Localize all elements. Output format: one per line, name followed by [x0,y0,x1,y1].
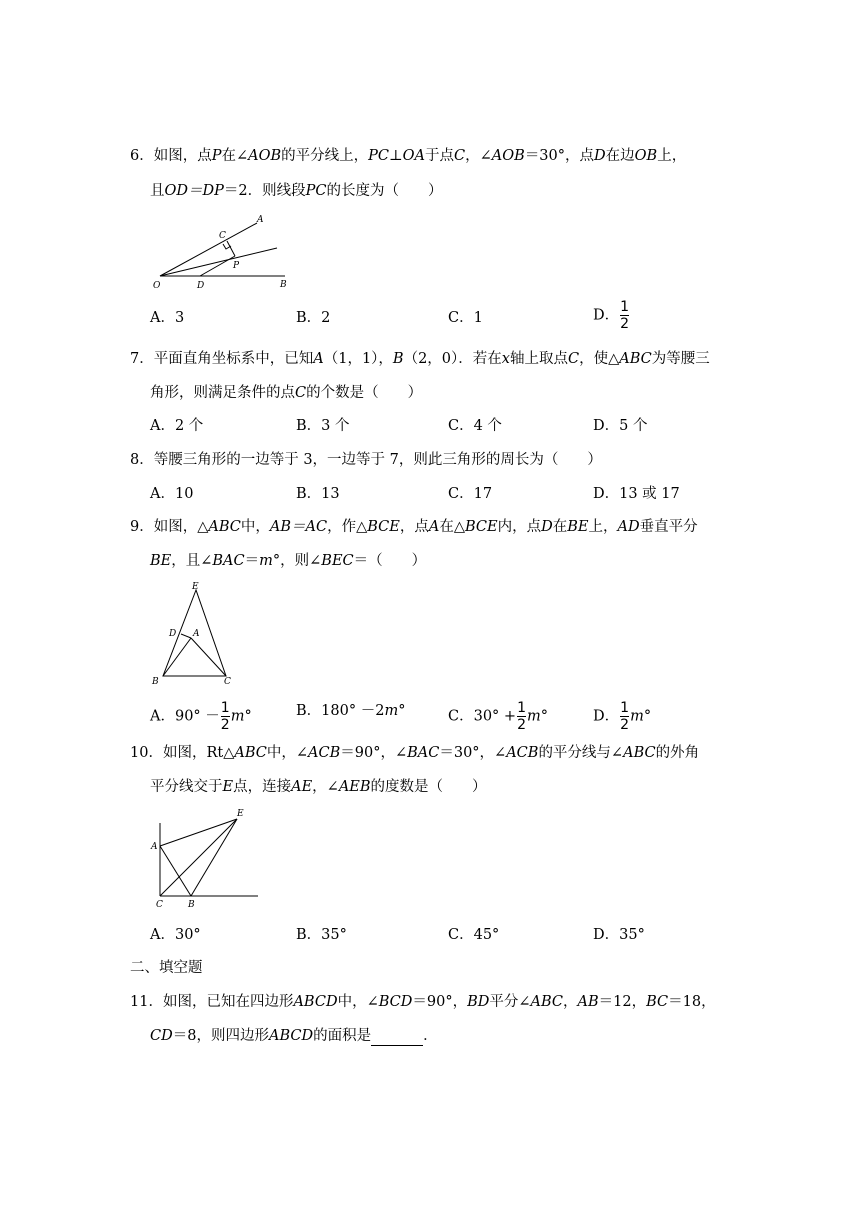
q8-line1: 8．等腰三角形的一边等于 3，一边等于 7，则此三角形的周长为（ ） [130,452,602,468]
fraction: $\frac{1}{2}$ [620,700,630,733]
label-C: C [219,231,226,241]
label-B: B [280,280,287,290]
segment-ce [160,819,237,896]
q9-line2: BE，且∠BAC＝m°，则∠BEC＝（ ） [150,553,427,569]
segment-ba [163,638,191,676]
q11-line1: 11．如图，已知在四边形ABCD中，∠BCD＝90°，BD平分∠ABC，AB＝12，BC＝18， [130,994,716,1010]
q8-option-b[interactable]: B．13 [296,486,340,502]
q8-option-c[interactable]: C．17 [448,486,493,502]
q6-figure [145,208,305,294]
label-B: B [152,677,159,687]
q9-option-c[interactable]: C．30° + $\frac{1}{2}$ m° [448,700,548,733]
q10-line1: 10．如图，Rt△ABC中，∠ACB＝90°，∠BAC＝30°，∠ACB的平分线与∠ABC的外角 [130,745,700,761]
segment-da [181,634,191,638]
q7-line2: 角形，则满足条件的点C的个数是（ ） [150,385,423,401]
q10-line2: 平分线交于E点，连接AE，∠AEB的度数是（ ） [150,779,487,795]
label-C: C [224,677,231,687]
segment-ae [160,819,237,846]
q11-line2: CD＝8，则四边形ABCD的面积是 ． [150,1028,438,1044]
q6-option-b[interactable]: B．2 [296,310,331,326]
q6-option-a[interactable]: A．3 [150,310,185,326]
label-P: P [233,261,240,271]
segment-ac [191,638,226,676]
label-D: D [197,281,205,291]
q7-option-d[interactable]: D．5 个 [593,418,648,434]
fraction: $\frac{1}{2}$ [220,700,230,733]
fraction: $\frac{1}{2}$ [620,299,630,332]
label-A: A [193,629,200,639]
label-D: D [169,629,177,639]
label-E: E [192,582,199,592]
segment-ab [160,846,191,896]
label-A: A [151,842,158,852]
q7-option-a[interactable]: A．2 个 [150,418,204,434]
q6-option-c[interactable]: C．1 [448,310,483,326]
q9-option-b[interactable]: B．180° －2m° [296,703,406,719]
q7-option-c[interactable]: C．4 个 [448,418,502,434]
q9-figure [148,578,243,688]
right-angle-mark [223,244,231,249]
q10-option-c[interactable]: C．45° [448,927,500,943]
q8-option-d[interactable]: D．13 或 17 [593,486,680,502]
q10-option-a[interactable]: A．30° [150,927,201,943]
q10-option-d[interactable]: D．35° [593,927,645,943]
q10-figure [145,803,265,911]
section-heading: 二、填空题 [130,960,203,976]
q9-option-d[interactable]: D． $\frac{1}{2}$ m° [593,700,652,733]
label-A: A [257,215,264,225]
segment-pc [227,241,235,256]
q9-option-a[interactable]: A．90° － $\frac{1}{2}$ m° [150,700,252,733]
q9-line1: 9．如图，△ABC中，AB＝AC，作△BCE，点A在△BCE内，点D在BE上，AD垂直平分 [130,519,698,535]
q7-line1: 7．平面直角坐标系中，已知A（1，1），B（2，0）．若在x轴上取点C，使△ABC为等腰三 [130,351,710,367]
label-E: E [237,809,244,819]
segment-dp [200,256,235,276]
label-C: C [156,900,163,910]
q6-option-d[interactable]: D． $\frac{1}{2}$ [593,299,630,332]
ray-oa [160,223,257,276]
label-O: O [153,281,161,291]
q8-option-a[interactable]: A．10 [150,486,194,502]
q7-option-b[interactable]: B．3 个 [296,418,350,434]
label-B: B [188,900,195,910]
q6-line1: 6．如图，点P在∠AOB的平分线上，PC⊥OA于点C，∠AOB＝30°，点D在边OB上， [130,148,687,164]
q6-line2: 且OD＝DP＝2．则线段PC的长度为（ ） [150,183,443,199]
q10-option-b[interactable]: B．35° [296,927,347,943]
fraction: $\frac{1}{2}$ [517,700,526,733]
bisector-op [160,248,277,276]
answer-blank[interactable] [371,1029,423,1046]
